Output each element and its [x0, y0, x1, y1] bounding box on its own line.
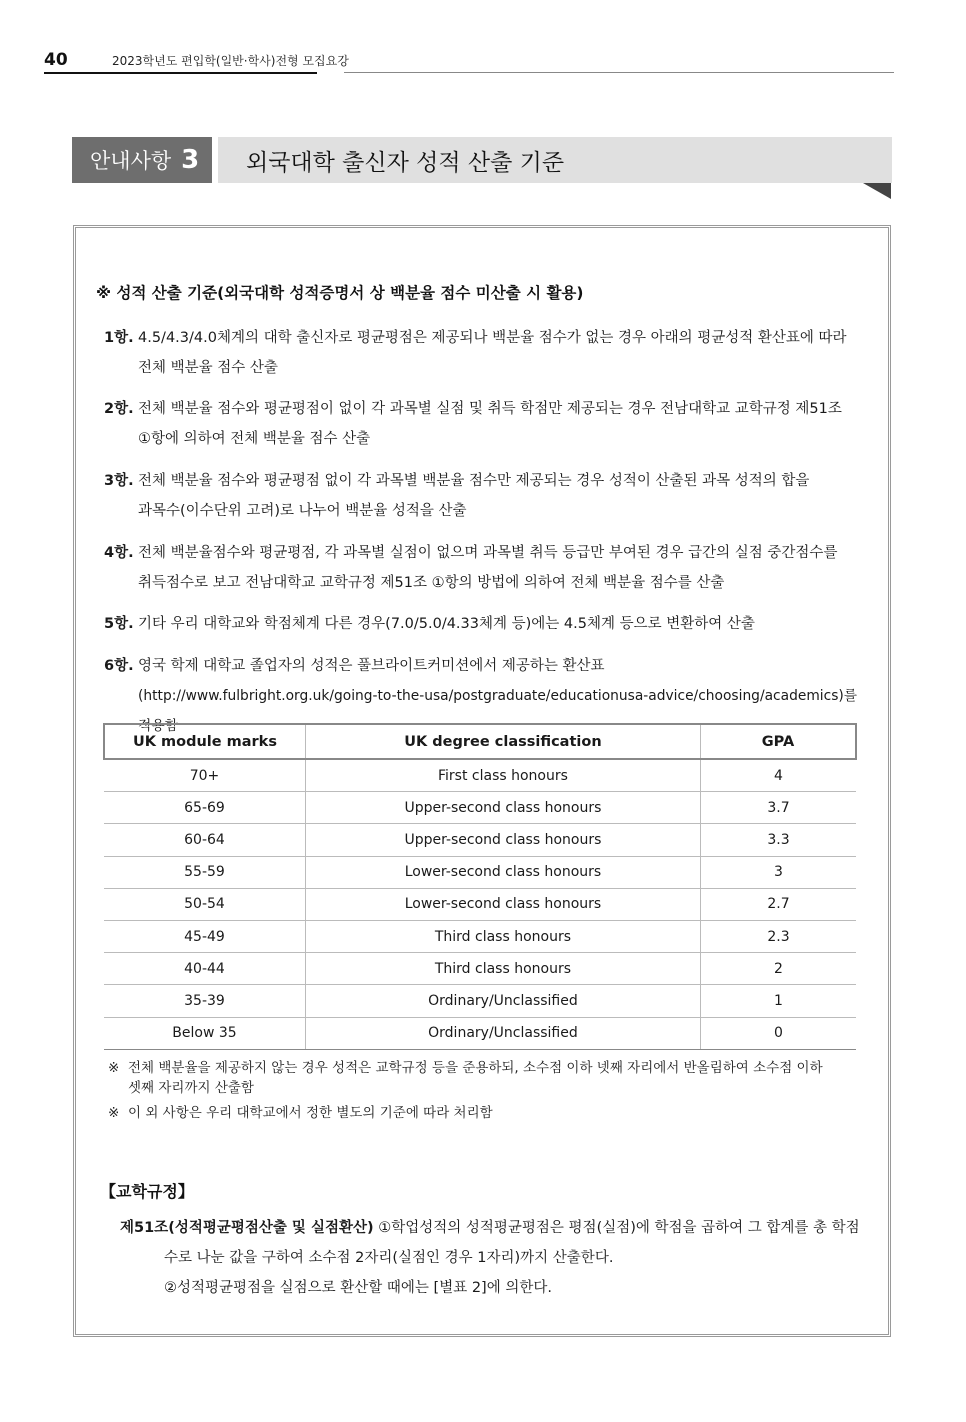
note-text-cont: 셋째 자리까지 산출함 [128, 1080, 254, 1096]
fulbright-link-text: (http://www.fulbright.org.uk/going-to-the-usa/postgraduate/educationusa-advice/choosing/academics)를 적용함 [138, 688, 858, 734]
page-number-underline [44, 72, 317, 74]
item-5 [104, 609, 864, 639]
page-header [44, 48, 894, 74]
item-text-cont: 과목수(이수단위 고려)로 나누어 백분율 성적을 산출 [138, 503, 467, 519]
item-label: 4항. [104, 545, 134, 561]
note-mark: ※ [108, 1105, 120, 1121]
item-text-cont: 취득점수로 보고 전남대학교 교학규정 제51조 ①항의 방법에 의하여 전체 백분율 점수를 산출 [138, 575, 725, 591]
item-label: 1항. [104, 330, 134, 346]
classification-cell: Ordinary/Unclassified [305, 985, 700, 1017]
table-row [104, 985, 856, 1017]
item-label: 6항. [104, 658, 134, 674]
clause-2-text: ②성적평균평점을 실점으로 환산할 때에는 [별표 2]에 의한다. [164, 1280, 552, 1296]
gpa-cell: 2.3 [700, 920, 856, 952]
item-2 [104, 394, 864, 454]
header-subtitle: 2023학년도 편입학(일반·학사)전형 모집요강 [112, 54, 349, 68]
column-header: UK module marks [104, 724, 305, 759]
classification-cell: Lower-second class honours [305, 888, 700, 920]
item-3 [104, 466, 864, 526]
item-label: 3항. [104, 473, 134, 489]
item-text: 전체 백분율 점수와 평균평점 없이 각 과목별 백분율 점수만 제공되는 경우 성적이 산출된 과목 성적의 합을 [138, 473, 810, 489]
table-row [104, 759, 856, 792]
item-4 [104, 538, 864, 598]
classification-cell: First class honours [305, 759, 700, 792]
gpa-cell: 0 [700, 1017, 856, 1049]
note-text: 전체 백분율을 제공하지 않는 경우 성적은 교학규정 등을 준용하되, 소수점 이하 넷째 자리에서 반올림하여 소수점 이하 [128, 1060, 823, 1076]
notice-title: 외국대학 출신자 성적 산출 기준 [218, 137, 892, 183]
marks-cell: 40-44 [104, 953, 305, 985]
gpa-cell: 2 [700, 953, 856, 985]
marks-cell: 70+ [104, 759, 305, 792]
regulation-title: 【교학규정】 [100, 1182, 194, 1201]
note-mark: ※ [108, 1060, 120, 1076]
clause-1-text-cont: 수로 나눈 값을 구하여 소수점 2자리(실점인 경우 1자리)까지 산출한다. [164, 1250, 614, 1266]
item-text: 기타 우리 대학교와 학점체계 다른 경우(7.0/5.0/4.33체계 등)에는 4.5체계 등으로 변환하여 산출 [138, 616, 755, 632]
table-header-row [104, 724, 856, 759]
regulation-article [120, 1213, 864, 1303]
item-text-cont: ①항에 의하여 전체 백분율 점수 산출 [138, 431, 371, 447]
article-title: 제51조(성적평균평점산출 및 실점환산) [120, 1220, 374, 1236]
item-text-cont: 전체 백분율 점수 산출 [138, 360, 278, 376]
gpa-cell: 3.3 [700, 824, 856, 856]
item-label: 2항. [104, 401, 134, 417]
corner-triangle [863, 183, 891, 199]
table-row [104, 856, 856, 888]
note-2 [108, 1103, 864, 1123]
classification-cell: Upper-second class honours [305, 824, 700, 856]
marks-cell: 65-69 [104, 792, 305, 824]
gpa-cell: 4 [700, 759, 856, 792]
gpa-cell: 2.7 [700, 888, 856, 920]
classification-cell: Third class honours [305, 920, 700, 952]
marks-cell: 35-39 [104, 985, 305, 1017]
table-row [104, 824, 856, 856]
item-text: 4.5/4.3/4.0체계의 대학 출신자로 평균평점은 제공되나 백분율 점수가 없는 경우 아래의 평균성적 환산표에 따라 [138, 330, 847, 346]
marks-cell: 50-54 [104, 888, 305, 920]
note-text: 이 외 사항은 우리 대학교에서 정한 별도의 기준에 따라 처리함 [128, 1105, 493, 1121]
item-text: 전체 백분율점수와 평균평점, 각 과목별 실점이 없으며 과목별 취득 등급만 부여된 경우 급간의 실점 중간점수를 [138, 545, 838, 561]
notice-number: 3 [181, 145, 200, 175]
header-rule [344, 72, 894, 73]
section-heading: ※ 성적 산출 기준(외국대학 성적증명서 상 백분율 점수 미산출 시 활용) [96, 284, 584, 302]
marks-cell: Below 35 [104, 1017, 305, 1049]
gpa-cell: 3 [700, 856, 856, 888]
table-row [104, 888, 856, 920]
classification-cell: Third class honours [305, 953, 700, 985]
notice-label [72, 137, 212, 183]
notice-label-text: 안내사항 [90, 149, 172, 173]
uk-conversion-table [103, 723, 857, 1050]
column-header: GPA [700, 724, 856, 759]
item-1 [104, 323, 864, 383]
table-row [104, 920, 856, 952]
marks-cell: 45-49 [104, 920, 305, 952]
marks-cell: 55-59 [104, 856, 305, 888]
item-text: 전체 백분율 점수와 평균평점이 없이 각 과목별 실점 및 취득 학점만 제공되는 경우 전남대학교 교학규정 제51조 [138, 401, 842, 417]
marks-cell: 60-64 [104, 824, 305, 856]
clause-1-text: ①학업성적의 성적평균평점은 평점(실점)에 학점을 곱하여 그 합계를 총 학점 [378, 1220, 860, 1236]
classification-cell: Ordinary/Unclassified [305, 1017, 700, 1049]
table-row [104, 1017, 856, 1049]
table-row [104, 792, 856, 824]
item-text: 영국 학제 대학교 졸업자의 성적은 풀브라이트커미션에서 제공하는 환산표 [138, 658, 605, 674]
note-1 [108, 1058, 864, 1098]
gpa-cell: 1 [700, 985, 856, 1017]
table-row [104, 953, 856, 985]
gpa-cell: 3.7 [700, 792, 856, 824]
page-number: 40 [44, 50, 68, 70]
classification-cell: Lower-second class honours [305, 856, 700, 888]
item-label: 5항. [104, 616, 134, 632]
classification-cell: Upper-second class honours [305, 792, 700, 824]
column-header: UK degree classification [305, 724, 700, 759]
